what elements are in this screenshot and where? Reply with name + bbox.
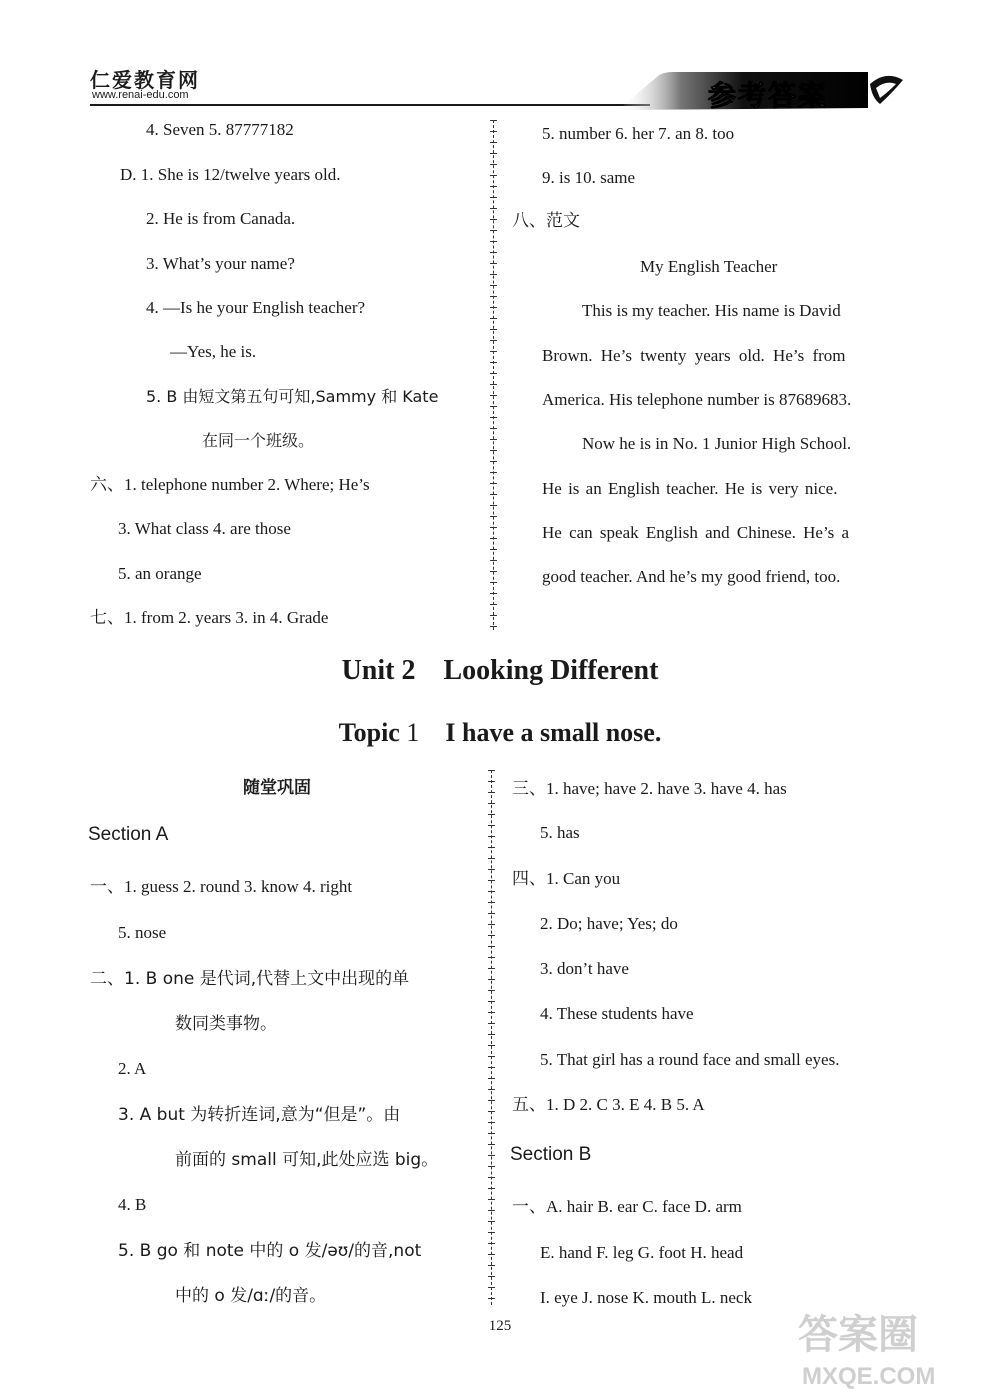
divider-tick: [488, 869, 495, 870]
answer-line: 3. A but 为转折连词,意为“但是”。由: [118, 1105, 401, 1125]
divider-tick: [488, 1177, 495, 1178]
divider-tick: [490, 406, 497, 407]
column-divider-bottom: [491, 770, 492, 1305]
answer-line: 3. What class 4. are those: [118, 519, 291, 538]
answer-line: D. 1. She is 12/twelve years old.: [120, 165, 341, 184]
divider-tick: [490, 142, 497, 143]
divider-tick: [488, 836, 495, 837]
divider-tick: [488, 781, 495, 782]
divider-tick: [490, 582, 497, 583]
divider-tick: [488, 1254, 495, 1255]
divider-tick: [490, 252, 497, 253]
essay-line: America. His telephone number is 87689683.: [542, 390, 852, 409]
divider-tick: [488, 902, 495, 903]
divider-tick: [490, 197, 497, 198]
answer-line: 4. —Is he your English teacher?: [146, 298, 366, 317]
divider-tick: [490, 329, 497, 330]
answer-line: E. hand F. leg G. foot H. head: [540, 1243, 744, 1262]
divider-tick: [488, 957, 495, 958]
divider-tick: [490, 428, 497, 429]
divider-tick: [488, 891, 495, 892]
divider-tick: [490, 208, 497, 209]
topic-number: 1: [406, 718, 420, 747]
divider-tick: [490, 384, 497, 385]
answer-line: 5. an orange: [118, 564, 202, 583]
divider-tick: [488, 1001, 495, 1002]
divider-tick: [490, 274, 497, 275]
divider-tick: [488, 1166, 495, 1167]
divider-tick: [490, 604, 497, 605]
divider-tick: [488, 1045, 495, 1046]
divider-tick: [490, 164, 497, 165]
divider-tick: [490, 395, 497, 396]
answer-line: 5. B 由短文第五句可知,Sammy 和 Kate: [146, 387, 439, 406]
divider-tick: [490, 417, 497, 418]
site-url: www.renai-edu.com: [92, 89, 189, 101]
practice-heading: 随堂巩固: [243, 778, 311, 798]
divider-tick: [490, 373, 497, 374]
divider-tick: [490, 175, 497, 176]
divider-tick: [488, 1276, 495, 1277]
divider-tick: [488, 825, 495, 826]
divider-tick: [490, 549, 497, 550]
answer-line: 二、1. B one 是代词,代替上文中出现的单: [90, 969, 410, 989]
divider-tick: [488, 1144, 495, 1145]
answer-line: 数同类事物。: [175, 1014, 277, 1034]
divider-tick: [488, 770, 495, 771]
answer-line: 4. B: [118, 1195, 147, 1214]
divider-tick: [488, 803, 495, 804]
essay-line: He is an English teacher. He is very nice.: [542, 479, 838, 498]
divider-tick: [490, 186, 497, 187]
essay-title: My English Teacher: [640, 257, 778, 276]
answer-line: 2. He is from Canada.: [146, 209, 296, 228]
topic-title: [0, 718, 1000, 748]
divider-tick: [488, 792, 495, 793]
divider-tick: [488, 1100, 495, 1101]
divider-tick: [488, 880, 495, 881]
divider-tick: [490, 120, 497, 121]
divider-tick: [488, 1287, 495, 1288]
divider-tick: [490, 439, 497, 440]
answer-line: 4. Seven 5. 87777182: [146, 120, 294, 139]
divider-tick: [490, 230, 497, 231]
divider-tick: [490, 340, 497, 341]
divider-tick: [488, 1265, 495, 1266]
divider-tick: [488, 924, 495, 925]
answer-line: 三、1. have; have 2. have 3. have 4. has: [512, 779, 787, 798]
answer-line: 七、1. from 2. years 3. in 4. Grade: [90, 608, 329, 627]
divider-tick: [490, 362, 497, 363]
divider-tick: [488, 935, 495, 936]
divider-tick: [490, 461, 497, 462]
answer-line: 5. B go 和 note 中的 o 发/əʊ/的音,not: [118, 1241, 422, 1261]
answer-line: 4. These students have: [540, 1004, 694, 1023]
essay-line: Now he is in No. 1 Junior High School.: [582, 434, 852, 453]
divider-tick: [490, 241, 497, 242]
divider-tick: [488, 1034, 495, 1035]
divider-tick: [490, 285, 497, 286]
watermark-main: 答案圈: [798, 1313, 918, 1357]
header-rule: [90, 104, 650, 106]
divider-tick: [488, 858, 495, 859]
divider-tick: [490, 450, 497, 451]
section-heading: Section A: [88, 824, 169, 845]
answer-line: 一、1. guess 2. round 3. know 4. right: [90, 877, 353, 896]
answer-line: 五、1. D 2. C 3. E 4. B 5. A: [512, 1095, 705, 1114]
divider-tick: [488, 1188, 495, 1189]
divider-tick: [488, 847, 495, 848]
answer-line: 2. Do; have; Yes; do: [540, 914, 678, 933]
divider-tick: [488, 1155, 495, 1156]
divider-tick: [488, 979, 495, 980]
divider-tick: [490, 494, 497, 495]
answer-line: 六、1. telephone number 2. Where; He’s: [90, 475, 370, 494]
divider-tick: [490, 571, 497, 572]
divider-tick: [488, 968, 495, 969]
answer-line: 5. That girl has a round face and small eyes.: [540, 1050, 840, 1069]
divider-tick: [490, 626, 497, 627]
divider-tick: [490, 263, 497, 264]
watermark-url: MXQE.COM: [802, 1363, 936, 1390]
divider-tick: [490, 505, 497, 506]
divider-tick: [488, 1232, 495, 1233]
answer-line: 5. number 6. her 7. an 8. too: [542, 124, 735, 143]
divider-tick: [490, 131, 497, 132]
divider-tick: [490, 472, 497, 473]
answer-line: 四、1. Can you: [512, 869, 621, 888]
divider-tick: [490, 351, 497, 352]
answer-line: 3. What’s your name?: [146, 254, 295, 273]
answer-line: 八、范文: [512, 211, 580, 231]
divider-tick: [488, 1210, 495, 1211]
divider-tick: [490, 483, 497, 484]
divider-tick: [488, 814, 495, 815]
essay-line: This is my teacher. His name is David: [582, 301, 841, 320]
section-heading: Section B: [510, 1144, 592, 1165]
divider-tick: [488, 1023, 495, 1024]
divider-tick: [488, 1078, 495, 1079]
divider-tick: [488, 913, 495, 914]
divider-tick: [490, 307, 497, 308]
answer-banner-title: 参考答案: [708, 79, 829, 112]
divider-tick: [488, 1067, 495, 1068]
answer-line: 9. is 10. same: [542, 168, 636, 187]
divider-tick: [490, 527, 497, 528]
watermark-logo: [790, 1300, 980, 1390]
divider-tick: [490, 296, 497, 297]
divider-tick: [490, 153, 497, 154]
divider-tick: [488, 1298, 495, 1299]
site-name: 仁爱教育网: [90, 68, 200, 92]
answer-line: 5. nose: [118, 923, 167, 942]
answer-line: 在同一个班级。: [202, 431, 315, 450]
divider-tick: [488, 1111, 495, 1112]
unit-title: Unit 2 Looking Different: [341, 655, 659, 686]
divider-tick: [488, 990, 495, 991]
divider-tick: [488, 946, 495, 947]
divider-tick: [490, 560, 497, 561]
answer-line: 5. has: [540, 823, 580, 842]
column-divider-top: [493, 120, 494, 630]
divider-tick: [490, 219, 497, 220]
divider-tick: [490, 516, 497, 517]
divider-tick: [490, 538, 497, 539]
essay-line: He can speak English and Chinese. He’s a: [542, 523, 850, 542]
answer-line: 前面的 small 可知,此处应选 big。: [175, 1150, 439, 1170]
essay-line: Brown. He’s twenty years old. He’s from: [542, 346, 846, 365]
answer-line: 2. A: [118, 1059, 147, 1078]
divider-tick: [488, 1122, 495, 1123]
divider-tick: [488, 1056, 495, 1057]
divider-tick: [490, 593, 497, 594]
divider-tick: [488, 1199, 495, 1200]
answer-line: 3. don’t have: [540, 959, 629, 978]
divider-tick: [488, 1089, 495, 1090]
answer-line: 一、A. hair B. ear C. face D. arm: [512, 1197, 742, 1216]
answer-line: —Yes, he is.: [170, 342, 257, 361]
essay-line: good teacher. And he’s my good friend, too.: [542, 567, 841, 586]
topic-label: Topic: [338, 718, 400, 747]
divider-tick: [490, 615, 497, 616]
divider-tick: [488, 1221, 495, 1222]
divider-tick: [488, 1133, 495, 1134]
topic-heading: I have a small nose.: [445, 718, 662, 747]
divider-tick: [490, 318, 497, 319]
divider-tick: [488, 1012, 495, 1013]
answer-line: 中的 o 发/ɑː/的音。: [175, 1286, 327, 1306]
page-number: 125: [488, 1318, 512, 1334]
divider-tick: [488, 1243, 495, 1244]
answer-line: I. eye J. nose K. mouth L. neck: [540, 1288, 752, 1307]
